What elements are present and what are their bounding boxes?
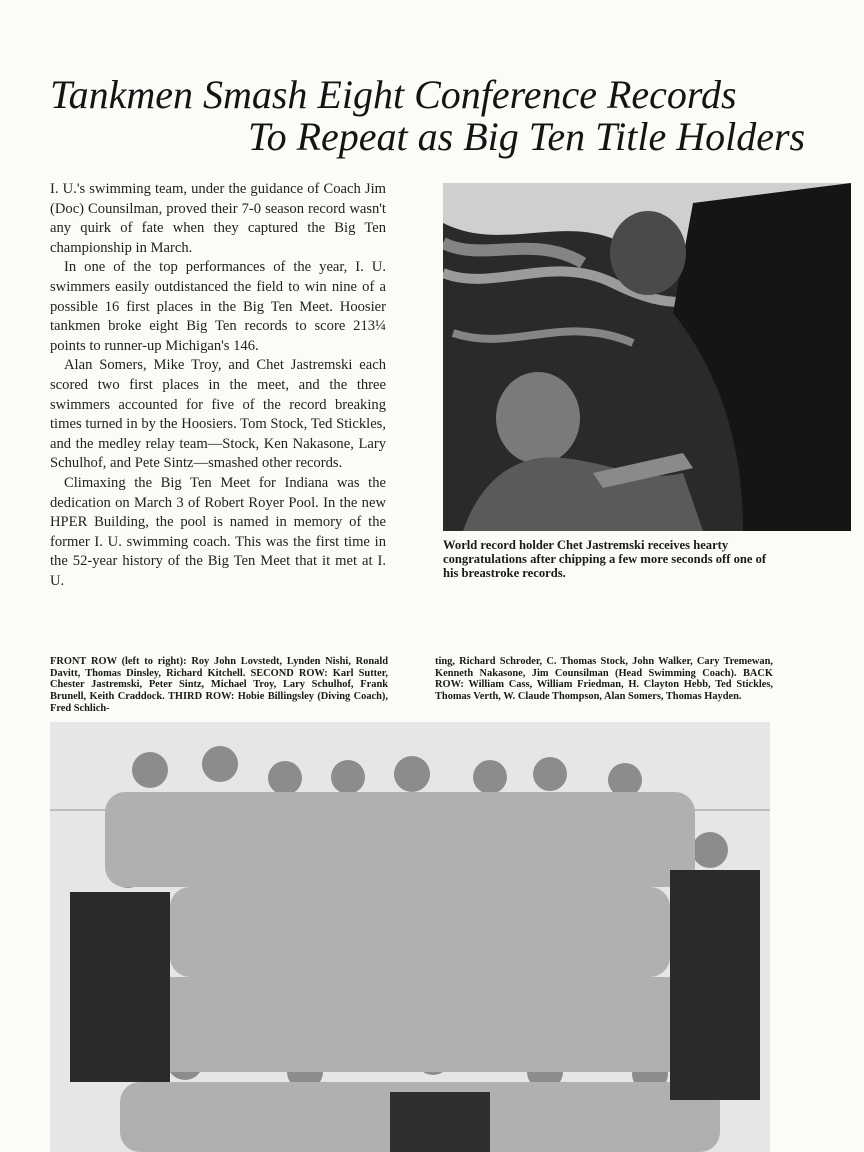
paragraph: Alan Somers, Mike Troy, and Chet Jastremski each scored two first places in the meet, and the three swimmers accounted for five of the record breaking times turned in by the Hoosiers. Tom Stock, Ted Stickles, and the medley relay team—Stock, Ken Nakasone, Lary Schulhof, and Pete Sintz—smashed other records.	[50, 357, 386, 472]
roster-text-left: FRONT ROW (left to right): Roy John Lovstedt, Lynden Nishi, Ronald Davitt, Thomas Dinsley, Richard Kitchell. SECOND ROW: Karl Sutter, Chester Jastremski, Peter Sintz, Michael Troy, Lary Schulhof, Frank Brunell, Keith Craddock. THIRD ROW: Hobie Billingsley (Diving Coach), Fred Schlich-	[50, 656, 388, 714]
headline-line-2: To Repeat as Big Ten Title Holders	[248, 114, 806, 159]
article-body	[50, 180, 386, 591]
roster-text-right: ting, Richard Schroder, C. Thomas Stock, John Walker, Cary Tremewan, Kenneth Nakasone, Jim Counsilman (Head Swimming Coach). BACK ROW: William Cass, William Friedman, H. Clayton Hebb, Ted Stickles, Thomas Verth, W. Claude Thompson, Alan Somers, Thomas Hayden.	[435, 656, 773, 703]
team-photo	[50, 722, 770, 1152]
paragraph: Climaxing the Big Ten Meet for Indiana was the dedication on March 3 of Robert Royer Pool. In the new HPER Building, the pool is named in memory of the former I. U. swimming coach. This was the first time in the 52-year history of the Big Ten Meet that it met at I. U.	[50, 474, 386, 589]
headline-line-1: Tankmen Smash Eight Conference Records	[50, 72, 737, 117]
pool-photo	[443, 183, 851, 531]
photo-caption: World record holder Chet Jastremski receives hearty congratulations after chipping a few more seconds off one of his breastroke records.	[443, 538, 767, 580]
paragraph: In one of the top performances of the year, I. U. swimmers easily outdistanced the field to win nine of a possible 16 first places in the Big Ten Meet. Hoosier tankmen broke eight Big Ten records to score 213¼ points to runner-up Michigan's 146.	[50, 259, 386, 354]
paragraph: I. U.'s swimming team, under the guidance of Coach Jim (Doc) Counsilman, proved their 7-0 season record wasn't any quirk of fate when they captured the Big Ten championship in March.	[50, 181, 386, 256]
